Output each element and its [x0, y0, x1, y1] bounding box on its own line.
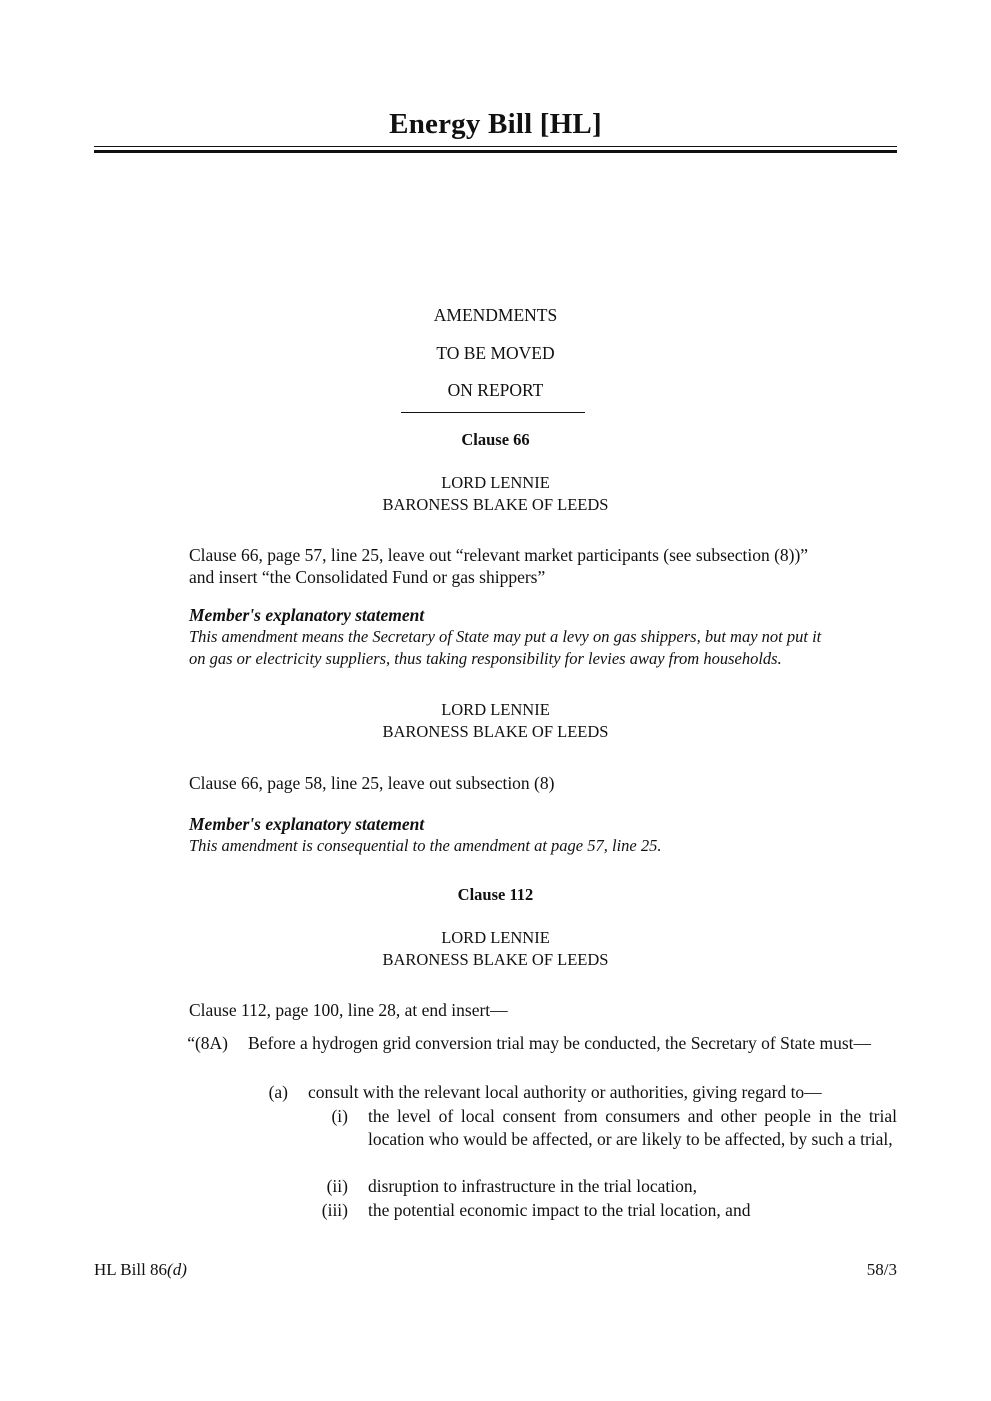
amendment-text [189, 544, 897, 588]
title-rule-thin [94, 146, 897, 147]
inserted-text-block [0, 1032, 991, 1232]
amendment-text-line: and insert “the Consolidated Fund or gas shippers” [189, 567, 546, 587]
clause-heading-112: Clause 112 [457, 885, 534, 904]
explanatory-statement [189, 813, 897, 857]
bill-ref: HL Bill 86 [94, 1260, 168, 1279]
amendment-text [189, 999, 897, 1021]
subsection-label: “(8A) [187, 1033, 228, 1053]
explanatory-statement [189, 604, 897, 670]
mover-name: BARONESS BLAKE OF LEEDS [382, 950, 609, 969]
document-title: Energy Bill [HL] [389, 108, 602, 140]
mover-name: BARONESS BLAKE OF LEEDS [382, 722, 609, 741]
explanatory-heading: Member's explanatory statement [189, 605, 425, 625]
footer-bill-ref [94, 1260, 187, 1280]
bill-ref-suffix: (d) [167, 1260, 187, 1279]
footer-page-ref: 58/3 [866, 1260, 897, 1279]
subparagraph-text: disruption to infrastructure in the trial location, [368, 1176, 698, 1196]
mover-name: LORD LENNIE [441, 700, 550, 719]
amendment-text-line: Clause 112, page 100, line 28, at end insert— [189, 1000, 508, 1020]
explanatory-line: This amendment means the Secretary of State may put a levy on gas shippers, but may not put it [189, 627, 822, 646]
heading-line-to-be-moved: TO BE MOVED [436, 343, 555, 363]
subparagraph-label: (i) [331, 1106, 348, 1126]
amendment-text [189, 772, 897, 794]
mover-name: LORD LENNIE [441, 928, 550, 947]
subparagraph-text: the level of local consent from consumers and other people in the trial location who would be affected, or are likely to be affected, by such a trial, [368, 1106, 897, 1149]
clause-heading-66: Clause 66 [461, 430, 530, 449]
heading-line-amendments: AMENDMENTS [433, 305, 558, 325]
heading-line-on-report: ON REPORT [447, 380, 544, 400]
title-rule-thick [94, 150, 897, 153]
amendment-text-line: Clause 66, page 57, line 25, leave out “relevant market participants (see subsection (8))” [189, 545, 809, 565]
explanatory-line: on gas or electricity suppliers, thus taking responsibility for levies away from households. [189, 649, 782, 668]
subsection-text: Before a hydrogen grid conversion trial may be conducted, the Secretary of State must— [248, 1033, 871, 1053]
subparagraph-label: (iii) [321, 1200, 348, 1220]
amendment-text-line: Clause 66, page 58, line 25, leave out subsection (8) [189, 773, 555, 793]
explanatory-heading: Member's explanatory statement [189, 814, 425, 834]
mover-name: BARONESS BLAKE OF LEEDS [382, 495, 609, 514]
subparagraph-text: the potential economic impact to the trial location, and [368, 1200, 751, 1220]
mover-name: LORD LENNIE [441, 473, 550, 492]
paragraph-label: (a) [268, 1082, 288, 1102]
paragraph-text: consult with the relevant local authority or authorities, giving regard to— [308, 1082, 822, 1102]
heading-rule [401, 412, 585, 413]
subparagraph-label: (ii) [326, 1176, 348, 1196]
explanatory-line: This amendment is consequential to the amendment at page 57, line 25. [189, 836, 662, 855]
